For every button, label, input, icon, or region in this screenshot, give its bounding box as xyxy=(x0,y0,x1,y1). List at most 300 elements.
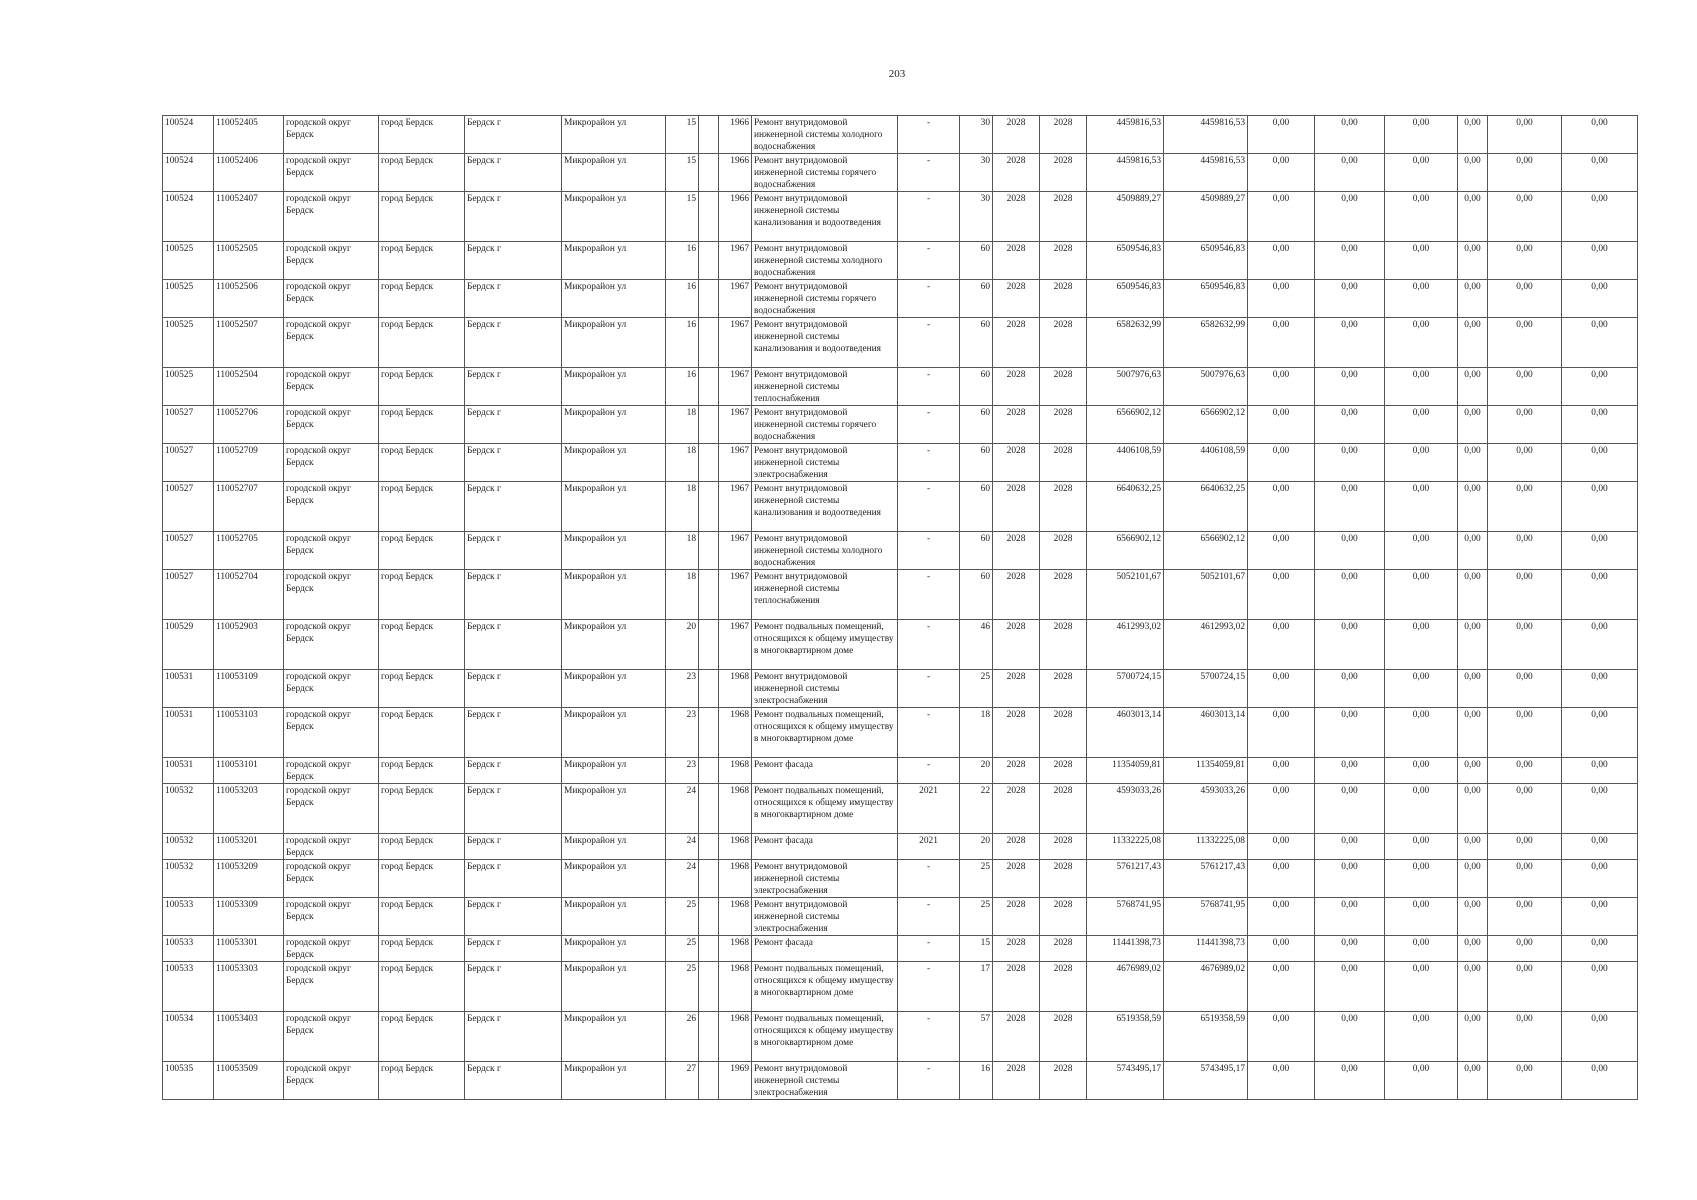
cell-reserve-funds: 0,00 xyxy=(1562,242,1638,280)
cell-budget-federal: 0,00 xyxy=(1248,784,1315,834)
cell-house-number: 25 xyxy=(666,962,699,1012)
cell-fund-cost: 6640632,25 xyxy=(1164,482,1248,532)
cell-wear-percent: 16 xyxy=(960,1062,993,1100)
cell-build-year: 1968 xyxy=(719,708,752,758)
cell-house-id: 100531 xyxy=(163,758,214,784)
cell-house-number: 27 xyxy=(666,1062,699,1100)
cell-total-cost: 4593033,26 xyxy=(1087,784,1164,834)
cell-fund-cost: 5761217,43 xyxy=(1164,860,1248,898)
cell-street: Микрорайон ул xyxy=(562,570,666,620)
cell-owners-funds: 0,00 xyxy=(1458,116,1488,154)
cell-budget-local: 0,00 xyxy=(1385,708,1458,758)
table-row xyxy=(163,860,1638,898)
cell-settlement: город Бердск xyxy=(379,532,465,570)
cell-last-repair-year: - xyxy=(898,368,960,406)
cell-budget-regional: 0,00 xyxy=(1315,280,1385,318)
cell-building xyxy=(699,406,719,444)
cell-reserve-funds: 0,00 xyxy=(1562,154,1638,192)
cell-street: Микрорайон ул xyxy=(562,368,666,406)
cell-street: Микрорайон ул xyxy=(562,758,666,784)
cell-municipality: городской округ Бердск xyxy=(284,368,379,406)
cell-wear-percent: 60 xyxy=(960,570,993,620)
cell-other-funds: 0,00 xyxy=(1488,280,1562,318)
cell-other-funds: 0,00 xyxy=(1488,620,1562,670)
cell-reserve-funds: 0,00 xyxy=(1562,444,1638,482)
cell-building xyxy=(699,192,719,242)
cell-municipality: городской округ Бердск xyxy=(284,898,379,936)
cell-total-cost: 4612993,02 xyxy=(1087,620,1164,670)
cell-locality: Бердск г xyxy=(465,1012,562,1062)
cell-last-repair-year: - xyxy=(898,280,960,318)
cell-total-cost: 5768741,95 xyxy=(1087,898,1164,936)
cell-plan-year-start: 2028 xyxy=(993,936,1040,962)
cell-reserve-funds: 0,00 xyxy=(1562,962,1638,1012)
cell-budget-local: 0,00 xyxy=(1385,406,1458,444)
cell-total-cost: 5743495,17 xyxy=(1087,1062,1164,1100)
cell-street: Микрорайон ул xyxy=(562,860,666,898)
cell-build-year: 1967 xyxy=(719,570,752,620)
cell-budget-regional: 0,00 xyxy=(1315,368,1385,406)
cell-house-id: 100529 xyxy=(163,620,214,670)
cell-fund-cost: 11354059,81 xyxy=(1164,758,1248,784)
cell-settlement: город Бердск xyxy=(379,116,465,154)
cell-fund-cost: 4459816,53 xyxy=(1164,154,1248,192)
cell-work-type: Ремонт внутридомовой инженерной системы канализования и водоотведения xyxy=(752,482,898,532)
cell-other-funds: 0,00 xyxy=(1488,242,1562,280)
cell-budget-federal: 0,00 xyxy=(1248,570,1315,620)
cell-locality: Бердск г xyxy=(465,242,562,280)
cell-build-year: 1966 xyxy=(719,192,752,242)
cell-work-id: 110053201 xyxy=(214,834,284,860)
cell-fund-cost: 11332225,08 xyxy=(1164,834,1248,860)
cell-street: Микрорайон ул xyxy=(562,620,666,670)
cell-house-id: 100535 xyxy=(163,1062,214,1100)
cell-budget-federal: 0,00 xyxy=(1248,368,1315,406)
cell-house-number: 20 xyxy=(666,620,699,670)
cell-house-number: 25 xyxy=(666,898,699,936)
cell-work-type: Ремонт внутридомовой инженерной системы холодного водоснабжения xyxy=(752,532,898,570)
cell-street: Микрорайон ул xyxy=(562,406,666,444)
cell-municipality: городской округ Бердск xyxy=(284,444,379,482)
cell-house-number: 16 xyxy=(666,318,699,368)
cell-other-funds: 0,00 xyxy=(1488,962,1562,1012)
cell-work-type: Ремонт подвальных помещений, относящихся к общему имуществу в многоквартирном доме xyxy=(752,708,898,758)
cell-total-cost: 6509546,83 xyxy=(1087,242,1164,280)
cell-work-id: 110052506 xyxy=(214,280,284,318)
cell-work-type: Ремонт фасада xyxy=(752,758,898,784)
cell-budget-local: 0,00 xyxy=(1385,1012,1458,1062)
table-row xyxy=(163,708,1638,758)
cell-build-year: 1969 xyxy=(719,1062,752,1100)
cell-plan-year-start: 2028 xyxy=(993,620,1040,670)
table-row xyxy=(163,242,1638,280)
cell-work-type: Ремонт подвальных помещений, относящихся к общему имуществу в многоквартирном доме xyxy=(752,962,898,1012)
cell-plan-year-start: 2028 xyxy=(993,444,1040,482)
table-row xyxy=(163,154,1638,192)
cell-fund-cost: 4459816,53 xyxy=(1164,116,1248,154)
cell-work-id: 110053403 xyxy=(214,1012,284,1062)
cell-plan-year-start: 2028 xyxy=(993,318,1040,368)
cell-fund-cost: 5768741,95 xyxy=(1164,898,1248,936)
cell-building xyxy=(699,154,719,192)
cell-settlement: город Бердск xyxy=(379,318,465,368)
cell-building xyxy=(699,570,719,620)
cell-plan-year-start: 2028 xyxy=(993,406,1040,444)
cell-house-number: 23 xyxy=(666,758,699,784)
cell-last-repair-year: - xyxy=(898,116,960,154)
cell-plan-year-end: 2028 xyxy=(1040,318,1087,368)
cell-municipality: городской округ Бердск xyxy=(284,860,379,898)
cell-budget-local: 0,00 xyxy=(1385,860,1458,898)
cell-settlement: город Бердск xyxy=(379,620,465,670)
cell-owners-funds: 0,00 xyxy=(1458,242,1488,280)
cell-plan-year-start: 2028 xyxy=(993,670,1040,708)
cell-reserve-funds: 0,00 xyxy=(1562,318,1638,368)
cell-work-id: 110052903 xyxy=(214,620,284,670)
cell-plan-year-end: 2028 xyxy=(1040,570,1087,620)
cell-work-type: Ремонт внутридомовой инженерной системы теплоснабжения xyxy=(752,570,898,620)
cell-build-year: 1968 xyxy=(719,670,752,708)
cell-street: Микрорайон ул xyxy=(562,280,666,318)
cell-last-repair-year: 2021 xyxy=(898,784,960,834)
cell-other-funds: 0,00 xyxy=(1488,192,1562,242)
cell-house-id: 100525 xyxy=(163,318,214,368)
cell-work-type: Ремонт подвальных помещений, относящихся к общему имуществу в многоквартирном доме xyxy=(752,1012,898,1062)
cell-work-id: 110052505 xyxy=(214,242,284,280)
cell-wear-percent: 20 xyxy=(960,758,993,784)
cell-build-year: 1968 xyxy=(719,784,752,834)
cell-other-funds: 0,00 xyxy=(1488,570,1562,620)
cell-total-cost: 6509546,83 xyxy=(1087,280,1164,318)
cell-total-cost: 5700724,15 xyxy=(1087,670,1164,708)
cell-last-repair-year: - xyxy=(898,860,960,898)
cell-work-type: Ремонт внутридомовой инженерной системы канализования и водоотведения xyxy=(752,318,898,368)
cell-budget-federal: 0,00 xyxy=(1248,242,1315,280)
cell-owners-funds: 0,00 xyxy=(1458,570,1488,620)
repair-registry-table xyxy=(162,115,1638,1100)
cell-house-id: 100531 xyxy=(163,708,214,758)
cell-work-id: 110052407 xyxy=(214,192,284,242)
cell-budget-federal: 0,00 xyxy=(1248,406,1315,444)
cell-owners-funds: 0,00 xyxy=(1458,962,1488,1012)
cell-budget-local: 0,00 xyxy=(1385,532,1458,570)
cell-building xyxy=(699,1062,719,1100)
cell-house-number: 18 xyxy=(666,570,699,620)
cell-plan-year-end: 2028 xyxy=(1040,1062,1087,1100)
cell-house-id: 100533 xyxy=(163,936,214,962)
cell-other-funds: 0,00 xyxy=(1488,834,1562,860)
cell-work-type: Ремонт внутридомовой инженерной системы горячего водоснабжения xyxy=(752,280,898,318)
cell-wear-percent: 17 xyxy=(960,962,993,1012)
cell-house-number: 18 xyxy=(666,406,699,444)
cell-budget-regional: 0,00 xyxy=(1315,444,1385,482)
cell-work-type: Ремонт подвальных помещений, относящихся к общему имуществу в многоквартирном доме xyxy=(752,784,898,834)
cell-locality: Бердск г xyxy=(465,962,562,1012)
cell-plan-year-start: 2028 xyxy=(993,758,1040,784)
cell-budget-federal: 0,00 xyxy=(1248,154,1315,192)
cell-municipality: городской округ Бердск xyxy=(284,406,379,444)
cell-budget-federal: 0,00 xyxy=(1248,318,1315,368)
cell-municipality: городской округ Бердск xyxy=(284,532,379,570)
cell-plan-year-end: 2028 xyxy=(1040,192,1087,242)
cell-owners-funds: 0,00 xyxy=(1458,532,1488,570)
cell-street: Микрорайон ул xyxy=(562,936,666,962)
cell-building xyxy=(699,318,719,368)
cell-last-repair-year: - xyxy=(898,532,960,570)
cell-plan-year-start: 2028 xyxy=(993,962,1040,1012)
cell-owners-funds: 0,00 xyxy=(1458,1012,1488,1062)
cell-build-year: 1967 xyxy=(719,482,752,532)
cell-build-year: 1967 xyxy=(719,532,752,570)
cell-house-number: 24 xyxy=(666,784,699,834)
cell-building xyxy=(699,444,719,482)
cell-locality: Бердск г xyxy=(465,368,562,406)
cell-municipality: городской округ Бердск xyxy=(284,834,379,860)
cell-total-cost: 4509889,27 xyxy=(1087,192,1164,242)
cell-locality: Бердск г xyxy=(465,898,562,936)
cell-reserve-funds: 0,00 xyxy=(1562,834,1638,860)
cell-municipality: городской округ Бердск xyxy=(284,242,379,280)
cell-fund-cost: 6509546,83 xyxy=(1164,280,1248,318)
cell-budget-federal: 0,00 xyxy=(1248,936,1315,962)
cell-building xyxy=(699,368,719,406)
cell-fund-cost: 5743495,17 xyxy=(1164,1062,1248,1100)
cell-wear-percent: 60 xyxy=(960,444,993,482)
cell-owners-funds: 0,00 xyxy=(1458,368,1488,406)
cell-house-id: 100527 xyxy=(163,532,214,570)
cell-house-number: 23 xyxy=(666,708,699,758)
cell-budget-federal: 0,00 xyxy=(1248,860,1315,898)
cell-total-cost: 4676989,02 xyxy=(1087,962,1164,1012)
table-row xyxy=(163,1062,1638,1100)
cell-plan-year-end: 2028 xyxy=(1040,784,1087,834)
cell-build-year: 1968 xyxy=(719,860,752,898)
cell-other-funds: 0,00 xyxy=(1488,444,1562,482)
cell-building xyxy=(699,280,719,318)
cell-total-cost: 6582632,99 xyxy=(1087,318,1164,368)
cell-budget-regional: 0,00 xyxy=(1315,1012,1385,1062)
cell-budget-regional: 0,00 xyxy=(1315,1062,1385,1100)
cell-plan-year-end: 2028 xyxy=(1040,670,1087,708)
cell-reserve-funds: 0,00 xyxy=(1562,708,1638,758)
cell-fund-cost: 4406108,59 xyxy=(1164,444,1248,482)
cell-settlement: город Бердск xyxy=(379,570,465,620)
cell-locality: Бердск г xyxy=(465,318,562,368)
cell-work-type: Ремонт внутридомовой инженерной системы электроснабжения xyxy=(752,444,898,482)
cell-house-id: 100525 xyxy=(163,242,214,280)
cell-build-year: 1966 xyxy=(719,116,752,154)
cell-budget-federal: 0,00 xyxy=(1248,1012,1315,1062)
cell-last-repair-year: 2021 xyxy=(898,834,960,860)
cell-fund-cost: 4509889,27 xyxy=(1164,192,1248,242)
cell-budget-regional: 0,00 xyxy=(1315,620,1385,670)
cell-house-id: 100527 xyxy=(163,406,214,444)
cell-building xyxy=(699,784,719,834)
cell-budget-federal: 0,00 xyxy=(1248,444,1315,482)
cell-wear-percent: 25 xyxy=(960,860,993,898)
cell-fund-cost: 4676989,02 xyxy=(1164,962,1248,1012)
cell-fund-cost: 4593033,26 xyxy=(1164,784,1248,834)
cell-work-type: Ремонт внутридомовой инженерной системы горячего водоснабжения xyxy=(752,154,898,192)
cell-budget-federal: 0,00 xyxy=(1248,670,1315,708)
cell-owners-funds: 0,00 xyxy=(1458,620,1488,670)
cell-owners-funds: 0,00 xyxy=(1458,154,1488,192)
cell-budget-local: 0,00 xyxy=(1385,444,1458,482)
cell-other-funds: 0,00 xyxy=(1488,532,1562,570)
cell-total-cost: 5761217,43 xyxy=(1087,860,1164,898)
cell-fund-cost: 11441398,73 xyxy=(1164,936,1248,962)
cell-budget-federal: 0,00 xyxy=(1248,758,1315,784)
table-row xyxy=(163,1012,1638,1062)
cell-build-year: 1968 xyxy=(719,936,752,962)
cell-municipality: городской округ Бердск xyxy=(284,1012,379,1062)
cell-street: Микрорайон ул xyxy=(562,784,666,834)
cell-owners-funds: 0,00 xyxy=(1458,482,1488,532)
cell-budget-local: 0,00 xyxy=(1385,192,1458,242)
cell-work-id: 110053303 xyxy=(214,962,284,1012)
cell-building xyxy=(699,834,719,860)
cell-budget-local: 0,00 xyxy=(1385,834,1458,860)
cell-locality: Бердск г xyxy=(465,936,562,962)
cell-budget-local: 0,00 xyxy=(1385,570,1458,620)
cell-plan-year-end: 2028 xyxy=(1040,860,1087,898)
cell-budget-regional: 0,00 xyxy=(1315,898,1385,936)
cell-wear-percent: 25 xyxy=(960,898,993,936)
cell-owners-funds: 0,00 xyxy=(1458,318,1488,368)
cell-other-funds: 0,00 xyxy=(1488,758,1562,784)
cell-street: Микрорайон ул xyxy=(562,154,666,192)
cell-plan-year-start: 2028 xyxy=(993,898,1040,936)
cell-settlement: город Бердск xyxy=(379,1062,465,1100)
cell-reserve-funds: 0,00 xyxy=(1562,280,1638,318)
cell-budget-local: 0,00 xyxy=(1385,116,1458,154)
cell-plan-year-end: 2028 xyxy=(1040,444,1087,482)
cell-last-repair-year: - xyxy=(898,482,960,532)
cell-street: Микрорайон ул xyxy=(562,1062,666,1100)
cell-locality: Бердск г xyxy=(465,758,562,784)
cell-reserve-funds: 0,00 xyxy=(1562,116,1638,154)
cell-street: Микрорайон ул xyxy=(562,318,666,368)
cell-settlement: город Бердск xyxy=(379,444,465,482)
table-row xyxy=(163,758,1638,784)
cell-work-type: Ремонт внутридомовой инженерной системы электроснабжения xyxy=(752,860,898,898)
cell-other-funds: 0,00 xyxy=(1488,1062,1562,1100)
cell-last-repair-year: - xyxy=(898,708,960,758)
cell-settlement: город Бердск xyxy=(379,834,465,860)
cell-plan-year-end: 2028 xyxy=(1040,962,1087,1012)
cell-budget-regional: 0,00 xyxy=(1315,670,1385,708)
cell-total-cost: 6566902,12 xyxy=(1087,532,1164,570)
cell-total-cost: 11354059,81 xyxy=(1087,758,1164,784)
cell-street: Микрорайон ул xyxy=(562,116,666,154)
cell-locality: Бердск г xyxy=(465,708,562,758)
cell-street: Микрорайон ул xyxy=(562,708,666,758)
cell-last-repair-year: - xyxy=(898,242,960,280)
cell-municipality: городской округ Бердск xyxy=(284,1062,379,1100)
cell-budget-regional: 0,00 xyxy=(1315,242,1385,280)
cell-house-number: 15 xyxy=(666,154,699,192)
cell-reserve-funds: 0,00 xyxy=(1562,620,1638,670)
cell-other-funds: 0,00 xyxy=(1488,368,1562,406)
cell-work-type: Ремонт внутридомовой инженерной системы холодного водоснабжения xyxy=(752,116,898,154)
cell-work-id: 110053101 xyxy=(214,758,284,784)
cell-wear-percent: 22 xyxy=(960,784,993,834)
cell-house-id: 100524 xyxy=(163,154,214,192)
cell-budget-federal: 0,00 xyxy=(1248,280,1315,318)
cell-house-number: 16 xyxy=(666,368,699,406)
cell-plan-year-start: 2028 xyxy=(993,570,1040,620)
cell-locality: Бердск г xyxy=(465,116,562,154)
cell-settlement: город Бердск xyxy=(379,936,465,962)
cell-build-year: 1968 xyxy=(719,834,752,860)
cell-other-funds: 0,00 xyxy=(1488,936,1562,962)
cell-house-id: 100533 xyxy=(163,962,214,1012)
cell-reserve-funds: 0,00 xyxy=(1562,670,1638,708)
cell-budget-local: 0,00 xyxy=(1385,242,1458,280)
cell-budget-local: 0,00 xyxy=(1385,280,1458,318)
cell-work-id: 110052707 xyxy=(214,482,284,532)
cell-other-funds: 0,00 xyxy=(1488,708,1562,758)
cell-plan-year-end: 2028 xyxy=(1040,834,1087,860)
cell-locality: Бердск г xyxy=(465,570,562,620)
cell-total-cost: 5052101,67 xyxy=(1087,570,1164,620)
cell-locality: Бердск г xyxy=(465,154,562,192)
cell-reserve-funds: 0,00 xyxy=(1562,784,1638,834)
cell-building xyxy=(699,708,719,758)
cell-municipality: городской округ Бердск xyxy=(284,116,379,154)
cell-wear-percent: 60 xyxy=(960,406,993,444)
cell-plan-year-start: 2028 xyxy=(993,784,1040,834)
cell-owners-funds: 0,00 xyxy=(1458,1062,1488,1100)
cell-house-id: 100525 xyxy=(163,368,214,406)
cell-house-id: 100524 xyxy=(163,192,214,242)
table-row xyxy=(163,406,1638,444)
cell-house-id: 100532 xyxy=(163,784,214,834)
cell-street: Микрорайон ул xyxy=(562,482,666,532)
cell-other-funds: 0,00 xyxy=(1488,670,1562,708)
cell-last-repair-year: - xyxy=(898,1062,960,1100)
cell-other-funds: 0,00 xyxy=(1488,860,1562,898)
cell-settlement: город Бердск xyxy=(379,784,465,834)
cell-locality: Бердск г xyxy=(465,1062,562,1100)
cell-budget-federal: 0,00 xyxy=(1248,708,1315,758)
cell-budget-regional: 0,00 xyxy=(1315,936,1385,962)
cell-budget-regional: 0,00 xyxy=(1315,192,1385,242)
cell-last-repair-year: - xyxy=(898,898,960,936)
cell-wear-percent: 60 xyxy=(960,242,993,280)
cell-wear-percent: 25 xyxy=(960,670,993,708)
cell-work-type: Ремонт внутридомовой инженерной системы теплоснабжения xyxy=(752,368,898,406)
cell-reserve-funds: 0,00 xyxy=(1562,482,1638,532)
cell-settlement: город Бердск xyxy=(379,962,465,1012)
cell-municipality: городской округ Бердск xyxy=(284,784,379,834)
cell-house-number: 18 xyxy=(666,444,699,482)
cell-municipality: городской округ Бердск xyxy=(284,192,379,242)
cell-house-id: 100525 xyxy=(163,280,214,318)
cell-plan-year-end: 2028 xyxy=(1040,242,1087,280)
cell-build-year: 1966 xyxy=(719,154,752,192)
table-row xyxy=(163,532,1638,570)
cell-last-repair-year: - xyxy=(898,192,960,242)
cell-building xyxy=(699,898,719,936)
table-row xyxy=(163,444,1638,482)
cell-reserve-funds: 0,00 xyxy=(1562,898,1638,936)
cell-building xyxy=(699,758,719,784)
cell-work-type: Ремонт внутридомовой инженерной системы электроснабжения xyxy=(752,670,898,708)
cell-work-id: 110052405 xyxy=(214,116,284,154)
table-row xyxy=(163,570,1638,620)
cell-budget-regional: 0,00 xyxy=(1315,406,1385,444)
